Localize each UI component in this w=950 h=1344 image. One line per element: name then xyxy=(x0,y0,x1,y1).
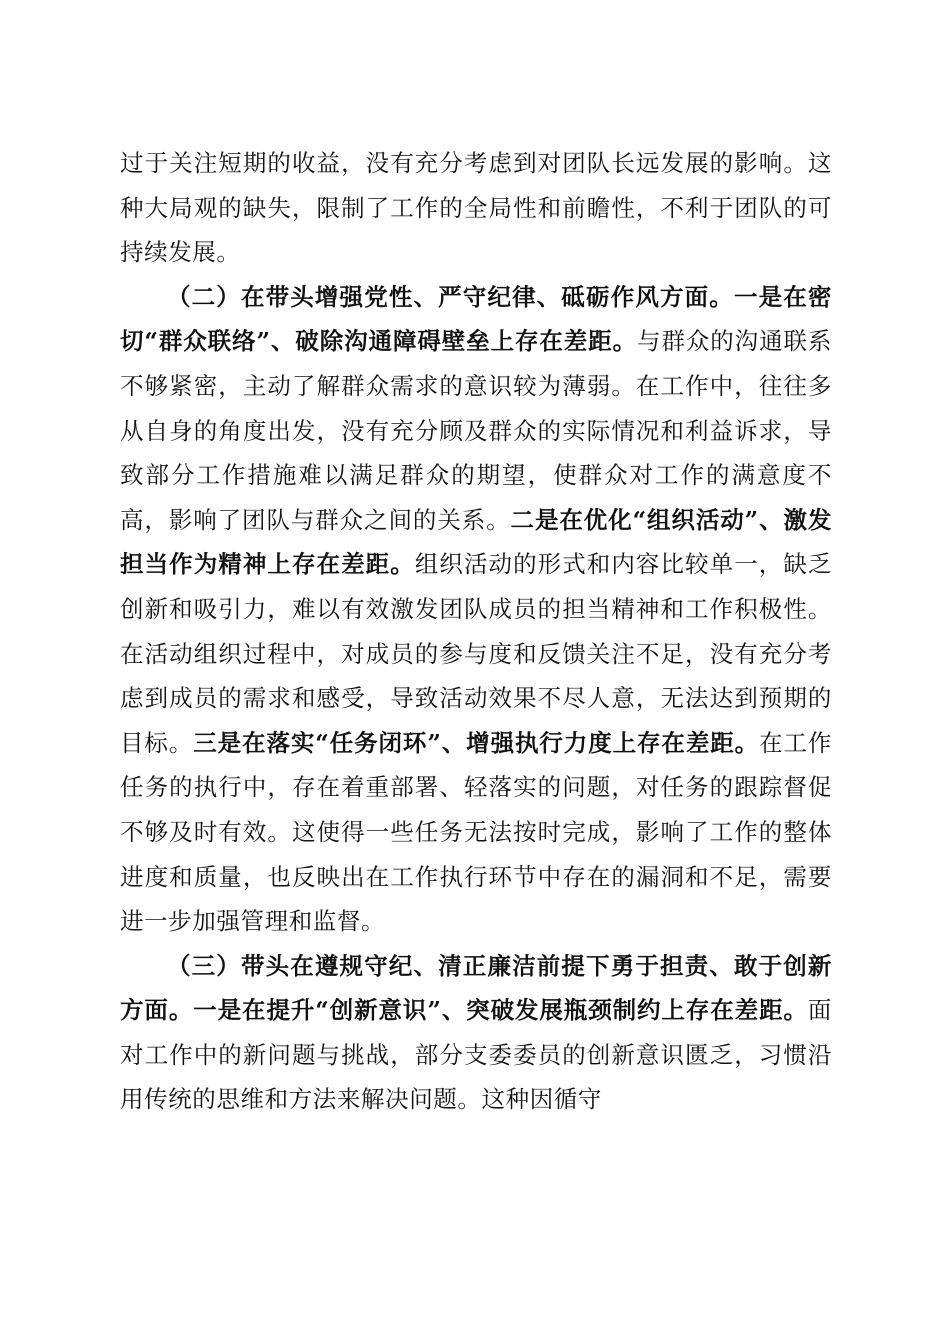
section-two-body-3: 在工作任务的执行中，存在着重部署、轻落实的问题，对任务的跟踪督促不够及时有效。这使得一些任务无法按时完成，影响了工作的整体进度和质量，也反映出在工作执行环节中存在的漏洞和不足，需要进一步加强管理和监督。 xyxy=(120,728,832,936)
paragraph-continuation xyxy=(120,141,832,275)
section-two-body-2: 组织活动的形式和内容比较单一，缺乏创新和吸引力，难以有效激发团队成员的担当精神和工作积极性。在活动组织过程中，对成员的参与度和反馈关注不足，没有充分考虑到成员的需求和感受，导致活动效果不尽人意，无法达到预期的目标。 xyxy=(120,550,832,757)
section-three-heading: （三）带头在遵规守纪、清正廉洁前提下勇于担责、敢于创新方面。一是在提升“创新意识”、突破发展瓶颈制约上存在差距。 xyxy=(120,951,832,1025)
paragraph-text: 过于关注短期的收益，没有充分考虑到对团队长远发展的影响。这种大局观的缺失，限制了工作的全局性和前瞻性，不利于团队的可持续发展。 xyxy=(120,149,832,267)
section-three-body-1: 面对工作中的新问题与挑战，部分支委委员的创新意识匮乏，习惯沿用传统的思维和方法来解决问题。这种因循守 xyxy=(120,996,832,1114)
section-two-body-1: 与群众的沟通联系不够紧密，主动了解群众需求的意识较为薄弱。在工作中，往往多从自身的角度出发，没有充分顾及群众的实际情况和利益诉求，导致部分工作措施难以满足群众的期望，使群众对工作的满意度不高，影响了团队与群众之间的关系。 xyxy=(120,327,832,534)
paragraph-section-two xyxy=(120,275,832,944)
section-two-point-2: 二是在优化“组织活动”、激发担当作为精神上存在差距。 xyxy=(120,505,832,579)
document-body xyxy=(120,141,832,1122)
section-two-heading: （二）在带头增强党性、严守纪律、砥砺作风方面。一是在密切“群众联络”、破除沟通障碍壁垒上存在差距。 xyxy=(120,282,832,356)
section-two-point-3: 三是在落实“任务闭环”、增强执行力度上存在差距。 xyxy=(193,728,760,757)
paragraph-section-three xyxy=(120,944,832,1122)
